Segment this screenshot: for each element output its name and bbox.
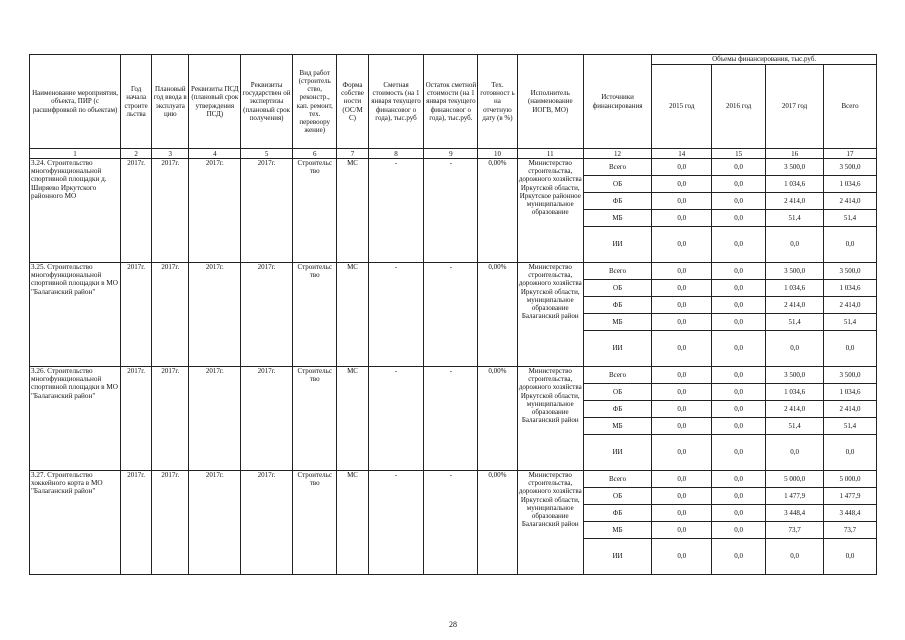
funding-value: 0,0 xyxy=(652,227,712,263)
funding-value: 0,0 xyxy=(824,435,877,471)
header-2017: 2017 год xyxy=(766,65,824,149)
plan-year: 2017г. xyxy=(152,263,189,367)
header-name: Наименование мероприятия, объекта, ПИР (с расшифровкой по объектам) xyxy=(30,55,121,149)
psd-date: 2017г. xyxy=(189,263,241,367)
column-number: 9 xyxy=(424,149,478,159)
table-row xyxy=(30,367,877,384)
funding-value: 0,0 xyxy=(652,210,712,227)
executor: Министерство строительства, дорожного хозяйства Иркутской области, муниципальное образование Балаганский район xyxy=(517,367,583,471)
funding-value: 51,4 xyxy=(824,418,877,435)
funding-source: ФБ xyxy=(583,505,651,522)
header-remaining: Остаток сметной стоимости (на 1 января текущего финансовог о года), тыс.руб. xyxy=(424,55,478,149)
funding-value: 3 500,0 xyxy=(766,159,824,176)
funding-value: 2 414,0 xyxy=(766,297,824,314)
table-row xyxy=(30,159,877,176)
cost: - xyxy=(368,471,424,575)
header-work-type: Вид работ (строитель ство, реконстр., кап. ремонт, тех. перевоору жение) xyxy=(292,55,337,149)
header-2016: 2016 год xyxy=(712,65,766,149)
header-total: Всего xyxy=(824,65,877,149)
remaining-cost: - xyxy=(424,367,478,471)
funding-value: 0,0 xyxy=(652,159,712,176)
column-number: 10 xyxy=(478,149,517,159)
ownership: МС xyxy=(337,263,368,367)
funding-value: 73,7 xyxy=(824,522,877,539)
funding-value: 2 414,0 xyxy=(824,193,877,210)
funding-value: 0,0 xyxy=(712,331,766,367)
funding-value: 0,0 xyxy=(712,522,766,539)
funding-value: 0,0 xyxy=(712,314,766,331)
column-number: 6 xyxy=(292,149,337,159)
funding-value: 1 034,6 xyxy=(766,384,824,401)
start-year: 2017г. xyxy=(121,367,152,471)
column-number: 17 xyxy=(824,149,877,159)
funding-source: МБ xyxy=(583,210,651,227)
funding-value: 0,0 xyxy=(712,488,766,505)
funding-value: 0,0 xyxy=(652,367,712,384)
header-plan-year: Плановый год ввода в эксплуата цию xyxy=(152,55,189,149)
cost: - xyxy=(368,367,424,471)
funding-value: 0,0 xyxy=(712,367,766,384)
funding-value: 0,0 xyxy=(712,471,766,488)
funding-source: ФБ xyxy=(583,297,651,314)
funding-value: 0,0 xyxy=(712,539,766,575)
readiness: 0,00% xyxy=(478,471,517,575)
funding-source: МБ xyxy=(583,418,651,435)
header-2015: 2015 год xyxy=(652,65,712,149)
funding-source: Всего xyxy=(583,263,651,280)
column-number: 3 xyxy=(152,149,189,159)
start-year: 2017г. xyxy=(121,471,152,575)
plan-year: 2017г. xyxy=(152,159,189,263)
funding-value: 1 477,9 xyxy=(766,488,824,505)
expertise-date: 2017г. xyxy=(241,263,293,367)
funding-value: 3 500,0 xyxy=(766,263,824,280)
project-name: 3.25. Строительство многофункциональной спортивной площадки в МО "Балаганский район" xyxy=(30,263,121,367)
funding-value: 1 034,6 xyxy=(824,384,877,401)
column-number: 7 xyxy=(337,149,368,159)
header-executor: Исполнитель (наименование ИОГВ, МО) xyxy=(517,55,583,149)
psd-date: 2017г. xyxy=(189,367,241,471)
funding-source: МБ xyxy=(583,314,651,331)
expertise-date: 2017г. xyxy=(241,159,293,263)
funding-value: 0,0 xyxy=(712,297,766,314)
funding-value: 51,4 xyxy=(766,210,824,227)
funding-value: 0,0 xyxy=(652,297,712,314)
funding-value: 5 000,0 xyxy=(824,471,877,488)
funding-value: 0,0 xyxy=(652,505,712,522)
executor: Министерство строительства, дорожного хозяйства Иркутской области, муниципальное образование Балаганский район xyxy=(517,471,583,575)
funding-value: 0,0 xyxy=(824,227,877,263)
funding-value: 0,0 xyxy=(766,331,824,367)
funding-value: 0,0 xyxy=(712,263,766,280)
funding-value: 73,7 xyxy=(766,522,824,539)
funding-value: 1 034,6 xyxy=(824,176,877,193)
funding-value: 5 000,0 xyxy=(766,471,824,488)
funding-value: 51,4 xyxy=(824,314,877,331)
funding-source: Всего xyxy=(583,471,651,488)
funding-value: 1 477,9 xyxy=(824,488,877,505)
financing-table xyxy=(29,54,877,575)
funding-value: 3 500,0 xyxy=(824,159,877,176)
table-row xyxy=(30,263,877,280)
funding-value: 3 448,4 xyxy=(766,505,824,522)
table-row xyxy=(30,471,877,488)
cost: - xyxy=(368,263,424,367)
funding-source: ФБ xyxy=(583,193,651,210)
psd-date: 2017г. xyxy=(189,471,241,575)
funding-value: 3 500,0 xyxy=(824,263,877,280)
funding-value: 0,0 xyxy=(712,210,766,227)
header-sources: Источники финансирования xyxy=(583,55,651,149)
plan-year: 2017г. xyxy=(152,367,189,471)
header-volumes: Объемы финансирования, тыс.руб. xyxy=(652,55,877,65)
funding-value: 51,4 xyxy=(766,418,824,435)
readiness: 0,00% xyxy=(478,263,517,367)
funding-value: 0,0 xyxy=(652,418,712,435)
funding-value: 0,0 xyxy=(766,435,824,471)
funding-value: 1 034,6 xyxy=(824,280,877,297)
column-number: 4 xyxy=(189,149,241,159)
readiness: 0,00% xyxy=(478,367,517,471)
funding-value: 3 500,0 xyxy=(824,367,877,384)
funding-value: 0,0 xyxy=(652,193,712,210)
funding-source: ИИ xyxy=(583,227,651,263)
funding-value: 0,0 xyxy=(712,505,766,522)
funding-source: ИИ xyxy=(583,331,651,367)
expertise-date: 2017г. xyxy=(241,367,293,471)
funding-value: 2 414,0 xyxy=(766,401,824,418)
ownership: МС xyxy=(337,471,368,575)
funding-value: 0,0 xyxy=(652,263,712,280)
column-number: 14 xyxy=(652,149,712,159)
executor: Министерство строительства, дорожного хозяйства Иркутской области, муниципальное образование Балаганский район xyxy=(517,263,583,367)
funding-value: 0,0 xyxy=(766,227,824,263)
funding-source: МБ xyxy=(583,522,651,539)
project-name: 3.24. Строительство многофункциональной спортивной площадки д. Ширяево Иркутского районного МО xyxy=(30,159,121,263)
funding-value: 2 414,0 xyxy=(824,297,877,314)
psd-date: 2017г. xyxy=(189,159,241,263)
funding-source: ОБ xyxy=(583,176,651,193)
funding-value: 0,0 xyxy=(712,401,766,418)
funding-source: ОБ xyxy=(583,384,651,401)
page-number: 28 xyxy=(449,620,457,629)
work-type: Строительс тво xyxy=(292,159,337,263)
header-psd: Реквизиты ПСД (плановый срок утверждения ПСД) xyxy=(189,55,241,149)
project-name: 3.27. Строительство хоккейного корта в МО "Балаганский район" xyxy=(30,471,121,575)
cost: - xyxy=(368,159,424,263)
funding-value: 51,4 xyxy=(824,210,877,227)
header-expertise: Реквизиты государствен ой экспертизы (плановый срок получения) xyxy=(241,55,293,149)
remaining-cost: - xyxy=(424,263,478,367)
funding-value: 0,0 xyxy=(652,280,712,297)
funding-value: 0,0 xyxy=(652,176,712,193)
funding-value: 0,0 xyxy=(652,435,712,471)
funding-value: 0,0 xyxy=(652,539,712,575)
column-number: 12 xyxy=(583,149,651,159)
column-number: 5 xyxy=(241,149,293,159)
funding-value: 0,0 xyxy=(652,488,712,505)
remaining-cost: - xyxy=(424,471,478,575)
funding-value: 0,0 xyxy=(824,331,877,367)
funding-value: 0,0 xyxy=(652,522,712,539)
executor: Министерство строительства, дорожного хозяйства Иркутской области, Иркутское районное муниципальное образование xyxy=(517,159,583,263)
column-number: 1 xyxy=(30,149,121,159)
project-name: 3.26. Строительство многофункциональной спортивной площадки в МО "Балаганский район" xyxy=(30,367,121,471)
remaining-cost: - xyxy=(424,159,478,263)
funding-source: ОБ xyxy=(583,488,651,505)
funding-source: Всего xyxy=(583,367,651,384)
funding-source: ОБ xyxy=(583,280,651,297)
column-number: 16 xyxy=(766,149,824,159)
funding-source: Всего xyxy=(583,159,651,176)
ownership: МС xyxy=(337,159,368,263)
column-numbers-row xyxy=(30,149,877,159)
funding-value: 0,0 xyxy=(652,384,712,401)
funding-value: 3 500,0 xyxy=(766,367,824,384)
funding-value: 0,0 xyxy=(712,418,766,435)
header-readiness: Тех. готовност ь на отчетную дату (в %) xyxy=(478,55,517,149)
funding-value: 0,0 xyxy=(712,176,766,193)
work-type: Строительс тво xyxy=(292,471,337,575)
start-year: 2017г. xyxy=(121,263,152,367)
funding-value: 0,0 xyxy=(712,227,766,263)
funding-value: 0,0 xyxy=(824,539,877,575)
header-ownership: Форма собстве ности (ОС/М С) xyxy=(337,55,368,149)
funding-value: 0,0 xyxy=(652,331,712,367)
header-start-year: Год начала строите льства xyxy=(121,55,152,149)
funding-value: 3 448,4 xyxy=(824,505,877,522)
column-number: 2 xyxy=(121,149,152,159)
funding-value: 1 034,6 xyxy=(766,176,824,193)
readiness: 0,00% xyxy=(478,159,517,263)
work-type: Строительс тво xyxy=(292,263,337,367)
column-number: 8 xyxy=(368,149,424,159)
funding-value: 0,0 xyxy=(712,435,766,471)
plan-year: 2017г. xyxy=(152,471,189,575)
funding-value: 0,0 xyxy=(712,193,766,210)
funding-source: ФБ xyxy=(583,401,651,418)
funding-value: 0,0 xyxy=(652,471,712,488)
work-type: Строительс тво xyxy=(292,367,337,471)
funding-value: 0,0 xyxy=(712,384,766,401)
funding-value: 0,0 xyxy=(652,401,712,418)
column-number: 15 xyxy=(712,149,766,159)
funding-value: 1 034,6 xyxy=(766,280,824,297)
funding-value: 0,0 xyxy=(712,280,766,297)
header-cost: Сметная стоимость (на 1 января текущего финансовог о года), тыс.руб xyxy=(368,55,424,149)
funding-value: 2 414,0 xyxy=(766,193,824,210)
funding-value: 0,0 xyxy=(712,159,766,176)
funding-source: ИИ xyxy=(583,435,651,471)
start-year: 2017г. xyxy=(121,159,152,263)
funding-value: 0,0 xyxy=(766,539,824,575)
funding-value: 0,0 xyxy=(652,314,712,331)
ownership: МС xyxy=(337,367,368,471)
funding-source: ИИ xyxy=(583,539,651,575)
column-number: 11 xyxy=(517,149,583,159)
funding-value: 51,4 xyxy=(766,314,824,331)
expertise-date: 2017г. xyxy=(241,471,293,575)
funding-value: 2 414,0 xyxy=(824,401,877,418)
